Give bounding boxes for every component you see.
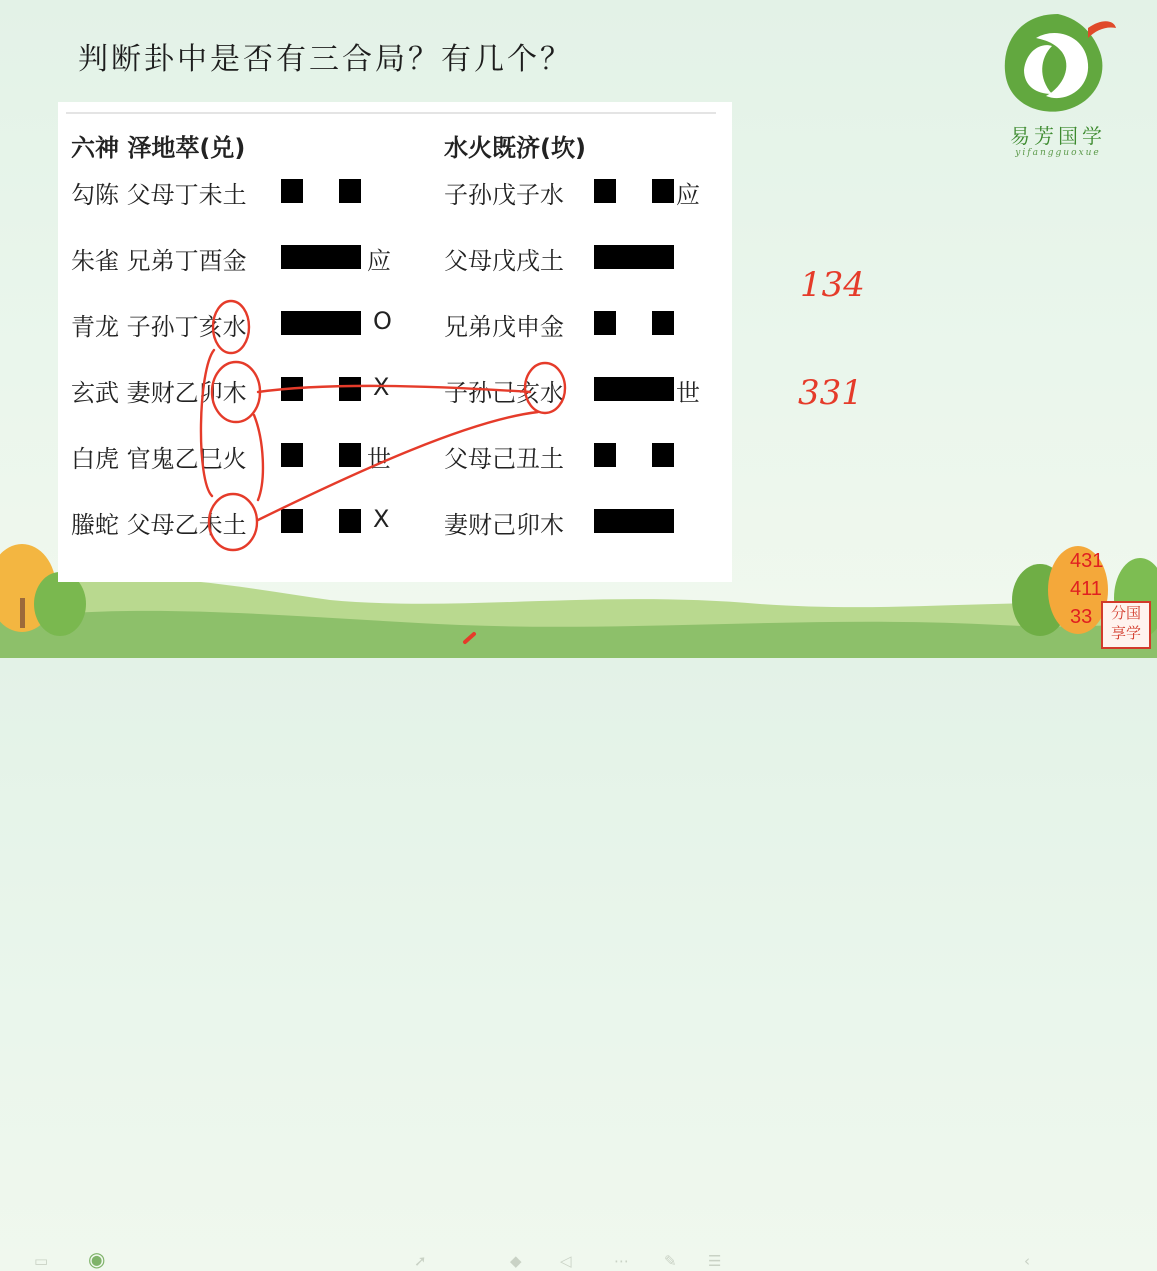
prev-slide-icon[interactable]: ‹ (1024, 1252, 1030, 1270)
yin-line-right (652, 179, 674, 203)
line-text: 兄弟戊申金 (444, 313, 564, 341)
question-title: 判断卦中是否有三合局？有几个？ (78, 42, 573, 77)
right-hexagram-header: 水火既济(坎) (444, 134, 586, 162)
line-text: 白虎 官鬼乙巳火 (71, 445, 247, 473)
yang-line (594, 509, 674, 533)
eraser-icon[interactable]: ◆ (510, 1252, 522, 1270)
yin-line-left (281, 179, 303, 203)
note-331: 331 (798, 373, 863, 413)
line-marker: X (373, 373, 390, 401)
yang-line (594, 245, 674, 269)
slides-icon[interactable]: ▭ (34, 1252, 49, 1270)
leaf-logo-icon (996, 8, 1120, 120)
yin-line-left (281, 377, 303, 401)
line-text: 螣蛇 父母乙未土 (71, 511, 247, 539)
line-marker: X (373, 505, 390, 533)
yin-line-left (594, 443, 616, 467)
logo-chinese-name: 易芳国学 (1010, 124, 1106, 148)
yin-line-left (594, 311, 616, 335)
pen-icon[interactable]: ✎ (664, 1252, 677, 1270)
yin-line-right (339, 377, 361, 401)
line-text: 妻财己卯木 (444, 511, 564, 539)
counter-2: 411 (1070, 578, 1102, 600)
hexagram-table-card (58, 102, 732, 582)
line-marker: 应 (676, 181, 700, 209)
logo-pinyin: yifangguoxue (1015, 148, 1101, 158)
pointer-icon[interactable]: ➚ (414, 1252, 427, 1270)
yin-line-right (339, 509, 361, 533)
stamp-line-2: 享学 (1110, 624, 1141, 642)
left-hexagram-header: 六神 泽地萃(兑) (71, 134, 246, 162)
yang-line (594, 377, 674, 401)
line-marker: 世 (367, 445, 391, 473)
back-icon[interactable]: ◁ (560, 1252, 572, 1270)
line-text: 父母己丑土 (444, 445, 564, 473)
yang-line (281, 245, 361, 269)
line-marker: 应 (367, 247, 391, 275)
yin-line-right (652, 443, 674, 467)
line-text: 子孙己亥水 (444, 379, 564, 407)
brand-logo (996, 8, 1120, 158)
line-text: 玄武 妻财乙卯木 (71, 379, 247, 407)
app-logo-icon[interactable]: ◉ (88, 1247, 106, 1271)
counter-1: 431 (1070, 550, 1104, 572)
presentation-toolbar (0, 622, 1157, 1271)
yang-line (281, 311, 361, 335)
more-icon[interactable]: ⋯ (614, 1252, 629, 1270)
line-text: 朱雀 兄弟丁酉金 (71, 247, 247, 275)
menu-icon[interactable]: ☰ (708, 1252, 722, 1270)
line-text: 子孙戊子水 (444, 181, 564, 209)
line-text: 勾陈 父母丁未土 (71, 181, 247, 209)
yin-line-left (594, 179, 616, 203)
yin-line-right (339, 179, 361, 203)
yin-line-left (281, 509, 303, 533)
counter-3: 33 (1070, 606, 1093, 628)
stamp-line-1: 分国 (1110, 604, 1141, 622)
line-marker: O (373, 307, 392, 335)
line-text: 青龙 子孙丁亥水 (71, 313, 247, 341)
note-134: 134 (800, 265, 865, 305)
divider (66, 112, 716, 114)
yin-line-right (339, 443, 361, 467)
line-marker: 世 (676, 379, 700, 407)
line-text: 父母戊戌土 (444, 247, 564, 275)
yin-line-right (652, 311, 674, 335)
yin-line-left (281, 443, 303, 467)
